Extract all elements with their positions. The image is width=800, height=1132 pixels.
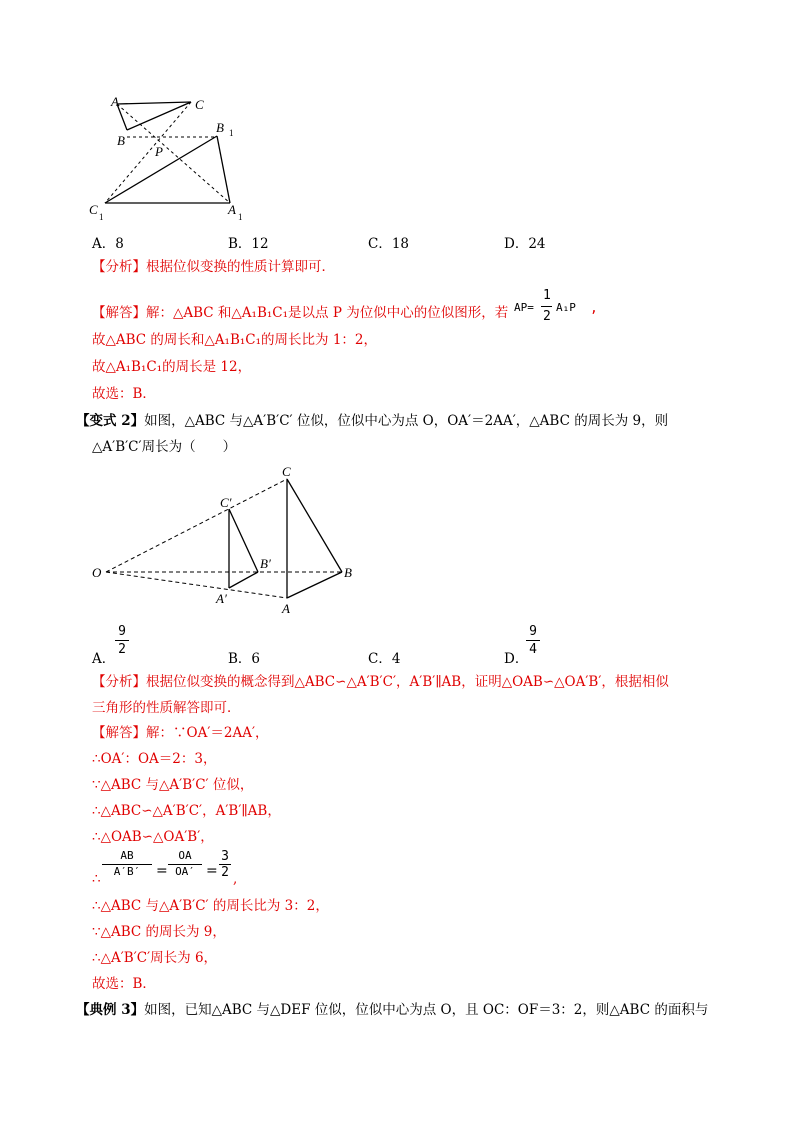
q2-option-d-letter: D． [504, 651, 529, 667]
label-c: C [195, 97, 204, 112]
label-o: O [92, 565, 102, 580]
frac-num: 9 [529, 624, 537, 639]
ratio-frac3 [219, 849, 231, 880]
label-b: B [117, 133, 125, 148]
label-a-prime: A′ [216, 591, 227, 606]
ratio-therefore: ∴ [92, 871, 101, 887]
formula-num: 1 [543, 288, 551, 303]
q2-option-a-letter: A． [92, 651, 116, 667]
frac-num: 9 [118, 624, 126, 639]
frac-bar [526, 640, 540, 641]
figure-homothety-o [88, 462, 368, 622]
frac-den: OA′ [175, 865, 195, 878]
label-b1-sub: 1 [229, 128, 234, 138]
label-a: A [111, 94, 119, 109]
formula-right: A₁P [556, 301, 576, 314]
q2-stem-line2: △A′B′C′周长为（ ） [92, 439, 237, 455]
ratio-tail: , [233, 871, 238, 887]
q2-solution-line7: ∵△ABC 的周长为 9， [92, 924, 226, 940]
label-a1-sub: 1 [238, 212, 243, 222]
q1-option-a: A．8 [92, 236, 124, 252]
frac-den: 4 [529, 642, 537, 657]
q2-solution-line8: ∴△A′B′C′周长为 6， [92, 950, 218, 966]
frac-bar [115, 640, 129, 641]
label-c-prime: C′ [220, 495, 232, 510]
ratio-eq2: = [206, 863, 218, 879]
formula-den: 2 [543, 309, 551, 324]
q2-solution-line9: 故选：B． [92, 976, 156, 992]
q1-solution-line2: 故△ABC 的周长和△A₁B₁C₁的周长比为 1：2， [92, 332, 378, 348]
figure-homothety-p [85, 90, 255, 225]
label-c1: C [89, 202, 98, 217]
ratio-frac1 [102, 849, 152, 878]
q2-solution-line1: 【解答】解：∵OA′＝2AA′， [92, 725, 269, 741]
q2-option-a-frac [115, 624, 129, 657]
q1-analysis: 【分析】根据位似变换的性质计算即可． [92, 259, 335, 275]
frac-num: AB [120, 849, 134, 862]
q2-solution-line2: ∴OA′：OA＝2：3， [92, 751, 217, 767]
q2-ratio-equation [92, 849, 292, 891]
label-b-prime: B′ [260, 556, 271, 571]
label-b1: B [216, 120, 224, 135]
label-b: B [344, 565, 352, 580]
label-p: P [155, 144, 163, 159]
q2-stem-line1 [76, 411, 668, 431]
q1-solution-line3: 故△A₁B₁C₁的周长是 12， [92, 359, 252, 375]
frac-den: A′B′ [113, 865, 141, 878]
q2-tag: 【变式 2】 [76, 413, 145, 429]
q3-tag: 【典例 3】 [76, 1002, 145, 1018]
label-a1: A [228, 202, 236, 217]
frac-num: 3 [221, 849, 229, 864]
q1-option-c: C．18 [368, 236, 410, 252]
q1-option-b: B．12 [228, 236, 269, 252]
label-a: A [282, 601, 290, 616]
formula-bar [541, 306, 552, 307]
q2-solution-line5: ∴△OAB∽△OA′B′， [92, 829, 214, 845]
q2-option-d-frac [526, 624, 540, 657]
ratio-eq1: = [156, 863, 168, 879]
q2-solution-line4: ∴△ABC∽△A′B′C′，A′B′∥AB， [92, 803, 281, 819]
label-c: C [282, 464, 291, 479]
frac-den: 2 [118, 642, 126, 657]
q1-solution-line4: 故选：B． [92, 386, 156, 402]
frac-num: OA [178, 849, 192, 862]
q1-solution-line1: 【解答】解：△ABC 和△A₁B₁C₁是以点 P 为位似中心的位似图形，若 [92, 305, 509, 321]
q2-analysis-line1: 【分析】根据位似变换的概念得到△ABC∽△A′B′C′，A′B′∥AB，证明△OAB∽△OA′B′，根据相似 [92, 674, 669, 690]
q2-option-b: B．6 [228, 651, 261, 667]
q2-analysis-line2: 三角形的性质解答即可． [92, 700, 241, 716]
q2-option-c: C．4 [368, 651, 401, 667]
q2-solution-line6: ∴△ABC 与△A′B′C′ 的周长比为 3：2， [92, 898, 329, 914]
q1-option-d: D．24 [504, 236, 546, 252]
q2-solution-line3: ∵△ABC 与△A′B′C′ 位似， [92, 777, 254, 793]
q3-stem [76, 1000, 708, 1020]
formula-left: AP= [514, 301, 534, 314]
label-c1-sub: 1 [99, 212, 104, 222]
formula-tail: , [590, 301, 598, 316]
ratio-frac2 [168, 849, 202, 878]
frac-den: 2 [221, 865, 229, 880]
q3-stem-text: 如图，已知△ABC 与△DEF 位似，位似中心为点 O，且 OC：OF＝3：2，则△ABC 的面积与 [144, 1002, 709, 1018]
q2-stem-text: 如图，△ABC 与△A′B′C′ 位似，位似中心为点 O，OA′＝2AA′，△ABC 的周长为 9，则 [144, 413, 669, 429]
